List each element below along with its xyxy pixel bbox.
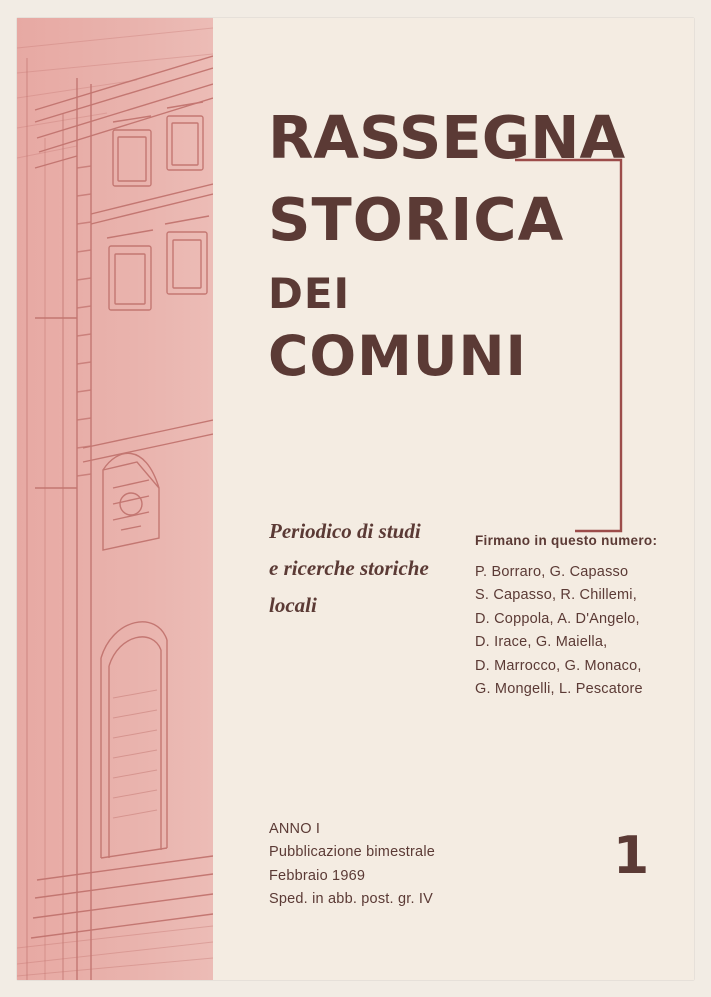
contributor-line: P. Borraro, G. Capasso [475,564,629,580]
contributor-line: D. Marrocco, G. Monaco, [475,657,642,674]
palazzo-building-engraving-icon [17,18,213,980]
contributor-line: S. Capasso, R. Chillemi, [475,587,637,604]
title-line-1: RASSEGNA [268,103,626,172]
title-line-2: STORICA [268,185,565,255]
subtitle-line-2: e ricerche storiche [269,555,429,580]
cover-illustration [17,18,213,980]
contributor-line: D. Coppola, A. D'Angelo, [475,610,640,627]
paper-sheet [17,18,694,980]
imprint-line: Sped. in abb. post. gr. IV [269,891,433,908]
imprint-line: Pubblicazione bimestrale [269,844,435,861]
title-line-3: DEI [268,269,351,319]
journal-title [268,103,688,394]
imprint-block [269,818,435,912]
contributors-block [475,533,694,702]
subtitle-line-3: locali [269,592,317,617]
contributors-list [475,561,694,702]
subtitle [269,513,479,623]
subtitle-line-1: Periodico di studi [269,519,421,543]
imprint-line: ANNO I [269,821,321,837]
contributor-line: G. Mongelli, L. Pescatore [475,681,643,698]
contributors-heading: Firmano in questo numero: [475,533,658,548]
title-line-4: COMUNI [268,323,528,388]
imprint-line: Febbraio 1969 [269,867,366,884]
contributor-line: D. Irace, G. Maiella, [475,634,608,651]
cover-content [213,18,694,980]
issue-number: 1 [613,826,650,886]
